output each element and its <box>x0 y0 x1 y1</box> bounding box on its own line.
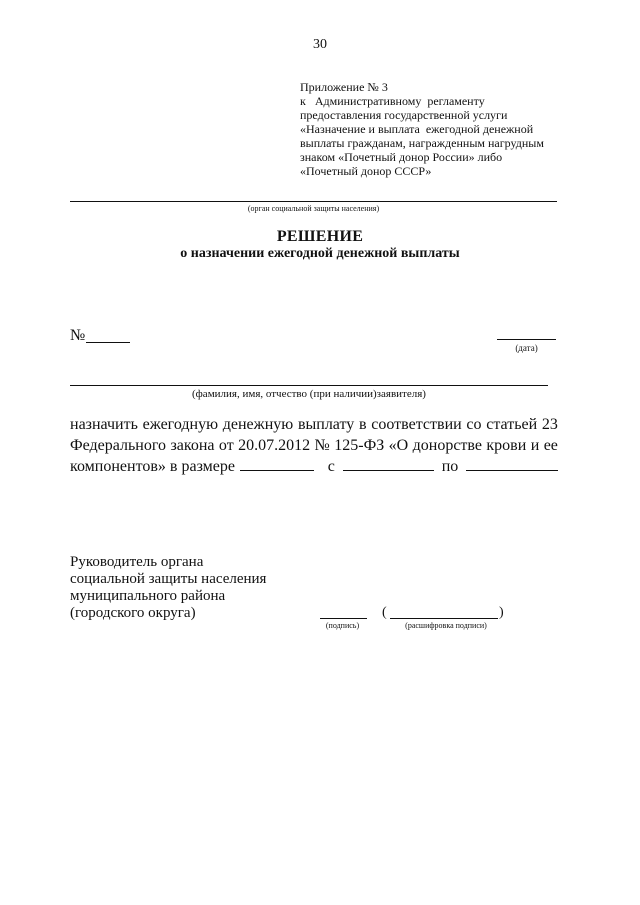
org-name-line <box>70 201 557 202</box>
start-date-blank[interactable] <box>343 456 434 471</box>
decode-open-paren: ( <box>382 605 387 620</box>
body-word: донорстве <box>412 437 482 454</box>
signatory-line: Руководитель органа <box>70 554 204 570</box>
body-word: ее <box>543 437 558 454</box>
amount-blank[interactable] <box>240 456 314 471</box>
date-caption: (дата) <box>515 343 538 353</box>
body-word: 23 <box>541 416 558 433</box>
signatory-title <box>70 554 266 622</box>
body-word: 125-ФЗ <box>334 437 385 454</box>
decision-number-blank[interactable] <box>86 342 130 343</box>
signatory-line: (городского округа) <box>70 605 196 621</box>
signature-decode-blank[interactable] <box>390 618 498 619</box>
body-word: выплату <box>297 416 355 433</box>
body-line-3-start: компонентов» в размере <box>70 458 235 475</box>
signature-decode-caption: (расшифровка подписи) <box>405 621 487 630</box>
appendix-line: «Назначение и выплата ежегодной денежной <box>300 122 534 136</box>
applicant-name-caption: (фамилия, имя, отчество (при наличии)заявителя) <box>192 388 426 400</box>
body-line-3 <box>70 456 558 477</box>
signature-caption: (подпись) <box>325 621 360 630</box>
body-word: статьей <box>486 416 538 433</box>
org-caption: (орган социальной защиты населения) <box>247 204 380 213</box>
appendix-line: знаком «Почетный донор России» либо <box>300 150 503 164</box>
applicant-name-line[interactable] <box>70 385 548 386</box>
body-word: ежегодную <box>142 416 219 433</box>
signatory-line: социальной защиты населения <box>70 571 267 587</box>
decode-close-paren: ) <box>499 605 504 620</box>
body-word: от <box>218 437 234 454</box>
body-word: № <box>314 437 330 454</box>
body-word: крови <box>486 437 527 454</box>
appendix-line: «Почетный донор СССР» <box>300 164 432 178</box>
appendix-line: к Административному регламенту <box>300 94 485 108</box>
body-word: со <box>466 416 482 433</box>
body-word: 20.07.2012 <box>238 437 311 454</box>
document-subtitle: о назначении ежегодной денежной выплаты <box>180 246 460 261</box>
decision-number-label: № <box>70 327 86 344</box>
body-word: и <box>530 437 540 454</box>
to-label: по <box>441 458 459 475</box>
body-word: соответствии <box>371 416 462 433</box>
appendix-line: Приложение № 3 <box>300 80 388 94</box>
body-word: «О <box>388 437 409 454</box>
appendix-line: предоставления государственной услуги <box>300 108 508 122</box>
body-word: Федерального <box>70 437 167 454</box>
body-line-1 <box>70 414 558 435</box>
body-line-2 <box>70 435 558 456</box>
signature-blank[interactable] <box>320 618 367 619</box>
from-label: с <box>327 458 335 475</box>
end-date-blank[interactable] <box>466 456 558 471</box>
body-word: назначить <box>70 416 138 433</box>
date-blank[interactable] <box>497 339 556 340</box>
body-word: денежную <box>222 416 294 433</box>
appendix-line: выплаты гражданам, награжденным нагрудным <box>300 136 544 150</box>
document-title: РЕШЕНИЕ <box>276 228 364 245</box>
decision-body <box>70 414 558 477</box>
signatory-line: муниципального района <box>70 588 226 604</box>
body-word: в <box>359 416 367 433</box>
page-number: 30 <box>313 37 327 52</box>
appendix-header <box>300 80 560 178</box>
body-word: закона <box>170 437 215 454</box>
